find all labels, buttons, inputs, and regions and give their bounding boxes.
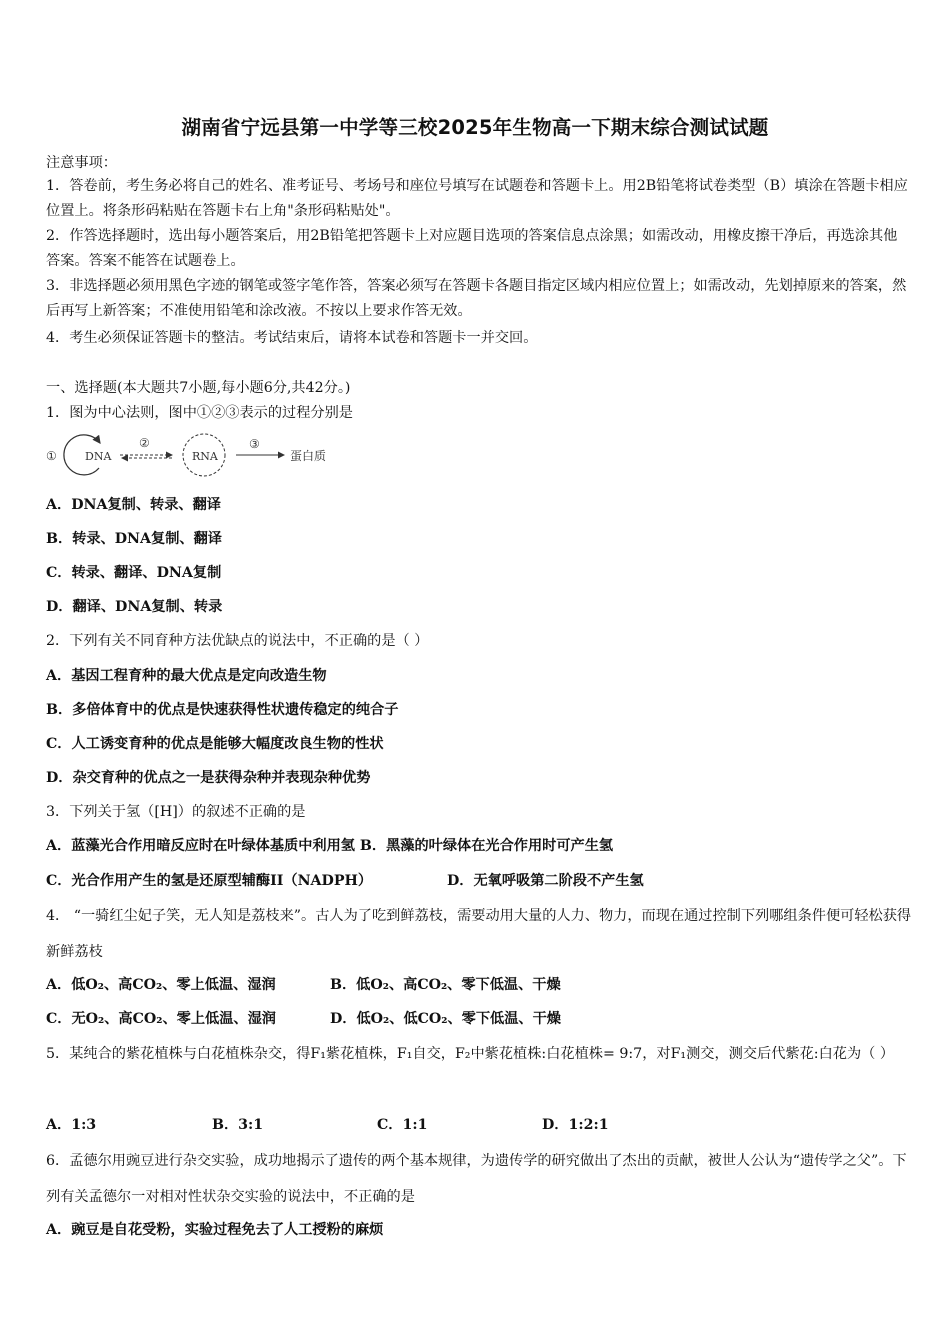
q5-option-c: C．1:1 bbox=[377, 1117, 428, 1133]
q2-option-d: D．杂交育种的优点之一是获得杂种并表现杂种优势 bbox=[46, 770, 371, 786]
q1-option-c: C．转录、翻译、DNA复制 bbox=[46, 565, 222, 581]
q4-option-c: C．无O₂、高CO₂、零上低温、湿润 bbox=[46, 1011, 276, 1027]
q1-option-b: B．转录、DNA复制、翻译 bbox=[46, 531, 222, 547]
q4-option-a: A．低O₂、高CO₂、零上低温、湿润 bbox=[46, 977, 276, 993]
q2-stem: 2．下列有关不同育种方法优缺点的说法中，不正确的是（ ） bbox=[46, 633, 429, 649]
q5-option-d: D．1:2:1 bbox=[542, 1117, 609, 1133]
diagram-protein: 蛋白质 bbox=[290, 449, 327, 463]
q4-stem: 4． “一骑红尘妃子笑，无人知是荔枝来”。古人为了吃到鲜荔枝，需要动用大量的人力、物力，而现在通过控制下列哪组条件便可轻松获得新鲜荔枝 bbox=[46, 908, 912, 960]
q1-option-d: D．翻译、DNA复制、转录 bbox=[46, 599, 223, 615]
q6-option-a: A．豌豆是自花受粉，实验过程免去了人工授粉的麻烦 bbox=[46, 1222, 384, 1238]
q4-option-b: B．低O₂、高CO₂、零下低温、干燥 bbox=[330, 977, 561, 993]
q2-option-a: A．基因工程育种的最大优点是定向改造生物 bbox=[46, 668, 327, 684]
q5-option-a: A．1:3 bbox=[46, 1117, 97, 1133]
section-heading: 一、选择题(本大题共7小题,每小题6分,共42分。) bbox=[46, 380, 351, 396]
diagram-label-2: ② bbox=[139, 436, 150, 450]
notes-item-4: 4．考生必须保证答题卡的整洁。考试结束后，请将本试卷和答题卡一并交回。 bbox=[46, 330, 538, 346]
diagram-rna: RNA bbox=[192, 450, 218, 463]
notes-item-3: 3．非选择题必须用黑色字迹的钢笔或签字笔作答，答案必须写在答题卡各题目指定区域内相应位置上；如需改动，先划掉原来的答案，然后再写上新答案；不准使用铅笔和涂改液。不按以上要求作答无效。 bbox=[46, 278, 907, 319]
q3-option-c: C．光合作用产生的氢是还原型辅酶II（NADPH） bbox=[46, 873, 373, 889]
page-title: 湖南省宁远县第一中学等三校2025年生物高一下期末综合测试试题 bbox=[181, 116, 769, 139]
q2-option-b: B．多倍体育中的优点是快速获得性状遗传稳定的纯合子 bbox=[46, 702, 399, 718]
notes-item-2: 2．作答选择题时，选出每小题答案后，用2B铅笔把答题卡上对应题目选项的答案信息点涂黑；如需改动，用橡皮擦干净后，再选涂其他答案。答案不能答在试题卷上。 bbox=[46, 228, 898, 269]
q1-option-a: A．DNA复制、转录、翻译 bbox=[46, 497, 221, 513]
q3-stem: 3．下列关于氢（[H]）的叙述不正确的是 bbox=[46, 804, 306, 820]
q3-options-ab: A．蓝藻光合作用暗反应时在叶绿体基质中利用氢 B．黑藻的叶绿体在光合作用时可产生氢 bbox=[46, 838, 614, 854]
notes-heading: 注意事项： bbox=[46, 155, 117, 171]
q2-option-c: C．人工诱变育种的优点是能够大幅度改良生物的性状 bbox=[46, 736, 384, 752]
q5-stem: 5．某纯合的紫花植株与白花植株杂交，得F₁紫花植株，F₁自交，F₂中紫花植株:白花植株= 9:7，对F₁测交，测交后代紫花:白花为（ ） bbox=[46, 1046, 895, 1062]
central-dogma-diagram bbox=[44, 430, 344, 480]
diagram-dna: DNA bbox=[85, 450, 112, 463]
q1-stem: 1．图为中心法则，图中①②③表示的过程分别是 bbox=[46, 405, 353, 421]
diagram-label-1: ① bbox=[46, 449, 57, 463]
q4-option-d: D．低O₂、低CO₂、零下低温、干燥 bbox=[330, 1011, 561, 1027]
q6-stem: 6．孟德尔用豌豆进行杂交实验，成功地揭示了遗传的两个基本规律，为遗传学的研究做出了杰出的贡献，被世人公认为“遗传学之父”。下列有关孟德尔一对相对性状杂交实验的说法中，不正确的是 bbox=[46, 1153, 907, 1205]
q3-option-d: D．无氧呼吸第二阶段不产生氢 bbox=[447, 873, 644, 889]
q5-option-b: B．3:1 bbox=[212, 1117, 264, 1133]
notes-item-1: 1．答卷前，考生务必将自己的姓名、准考证号、考场号和座位号填写在试题卷和答题卡上。用2B铅笔将试卷类型（B）填涂在答题卡相应位置上。将条形码粘贴在答题卡右上角"条形码粘贴处"。 bbox=[46, 178, 908, 219]
diagram-label-3: ③ bbox=[249, 437, 260, 451]
